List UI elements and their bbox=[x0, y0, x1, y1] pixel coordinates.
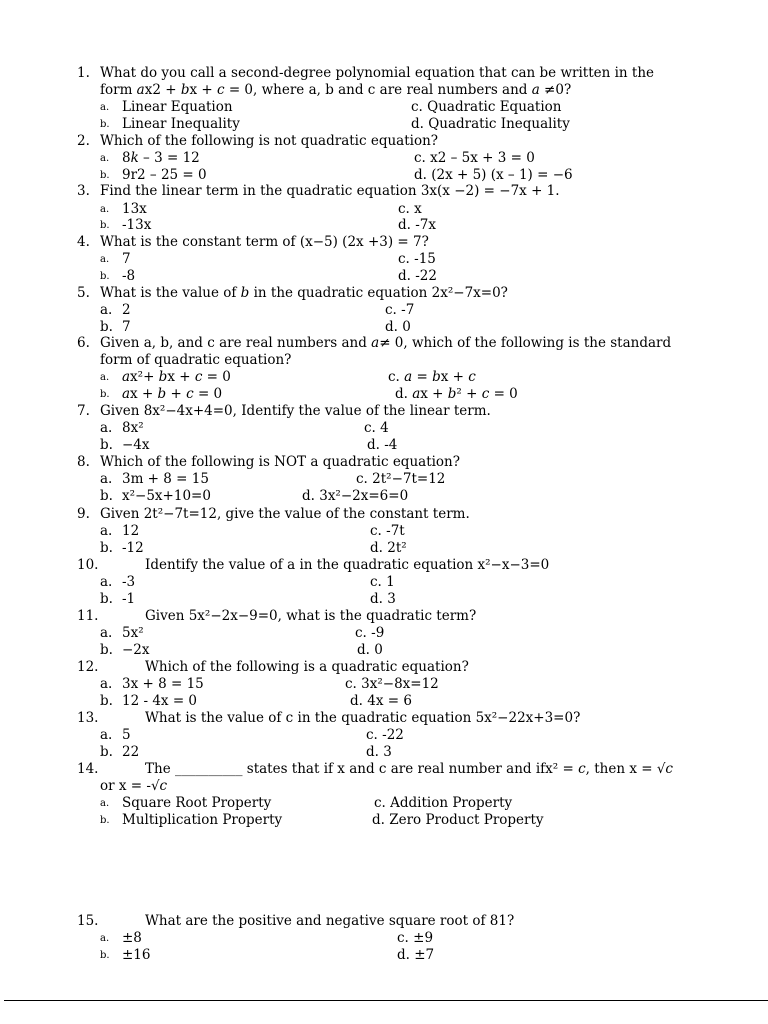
choice-text: c. 2t²−7t=12 bbox=[356, 471, 446, 487]
choice-row bbox=[0, 625, 768, 642]
choice-letter: a. bbox=[100, 798, 110, 809]
question-text: form 𝑎x2 + 𝑏x + 𝑐 = 0, where a, b and c are real numbers and 𝑎 ≠0? bbox=[100, 82, 572, 98]
choice-letter: b. bbox=[100, 170, 110, 181]
choice-row bbox=[0, 471, 768, 488]
choice-text: c. ±9 bbox=[397, 930, 434, 946]
choice-text: -1 bbox=[122, 591, 136, 607]
question-13 bbox=[0, 710, 768, 727]
question-text: Given a, b, and c are real numbers and 𝑎≠ 0, which of the following is the standard bbox=[100, 335, 672, 351]
choice-text: -13x bbox=[122, 217, 152, 233]
question-number: 9. bbox=[77, 506, 90, 522]
choice-row bbox=[0, 795, 768, 812]
choice-letter: b. bbox=[100, 693, 113, 709]
question-number: 2. bbox=[77, 133, 90, 149]
choice-text: d. (2x + 5) (x – 1) = −6 bbox=[414, 167, 573, 183]
choice-text: c. -9 bbox=[355, 625, 385, 641]
choice-letter: b. bbox=[100, 540, 113, 556]
choice-text: d. -7x bbox=[398, 217, 436, 233]
question-number: 12. bbox=[77, 659, 99, 675]
choice-letter: b. bbox=[100, 389, 110, 400]
question-text: Identify the value of a in the quadratic equation x²−x−3=0 bbox=[145, 557, 550, 573]
question-text: Which of the following is a quadratic equation? bbox=[145, 659, 469, 675]
question-text: or x = -√𝑐 bbox=[100, 778, 168, 794]
choice-text: c. x2 – 5x + 3 = 0 bbox=[414, 150, 535, 166]
choice-text: d. 𝑎x + 𝑏² + 𝑐 = 0 bbox=[395, 386, 518, 402]
question-text: Which of the following is NOT a quadratic equation? bbox=[100, 454, 460, 470]
choice-text: Multiplication Property bbox=[122, 812, 283, 828]
choice-text: 2 bbox=[122, 302, 131, 318]
question-number: 4. bbox=[77, 234, 90, 250]
choice-text: Square Root Property bbox=[122, 795, 272, 811]
choice-row bbox=[0, 217, 768, 234]
choice-text: 𝑎x + 𝑏 + 𝑐 = 0 bbox=[122, 386, 223, 402]
choice-text: -8 bbox=[122, 268, 136, 284]
choice-text: d. 0 bbox=[385, 319, 411, 335]
question-12 bbox=[0, 659, 768, 676]
choice-letter: b. bbox=[100, 950, 110, 961]
question-text-line bbox=[0, 352, 768, 369]
choice-row bbox=[0, 420, 768, 437]
choice-row bbox=[0, 302, 768, 319]
choice-text: c. 1 bbox=[370, 574, 395, 590]
choice-text: d. 3 bbox=[366, 744, 392, 760]
choice-letter: a. bbox=[100, 153, 110, 164]
choice-text: d. 0 bbox=[357, 642, 383, 658]
choice-row bbox=[0, 386, 768, 403]
question-number: 13. bbox=[77, 710, 99, 726]
question-number: 11. bbox=[77, 608, 99, 624]
choice-row bbox=[0, 437, 768, 454]
choice-text: 7 bbox=[122, 319, 131, 335]
choice-text: d. -22 bbox=[398, 268, 437, 284]
choice-text: x²−5x+10=0 bbox=[122, 488, 211, 504]
choice-row bbox=[0, 693, 768, 710]
choice-letter: b. bbox=[100, 744, 113, 760]
choice-text: 3x + 8 = 15 bbox=[122, 676, 204, 692]
choice-row bbox=[0, 201, 768, 218]
question-15 bbox=[0, 913, 768, 930]
choice-text: d. 3x²−2x=6=0 bbox=[302, 488, 409, 504]
choice-row bbox=[0, 116, 768, 133]
choice-text: ±8 bbox=[122, 930, 142, 946]
choice-letter: b. bbox=[100, 591, 113, 607]
choice-letter: a. bbox=[100, 574, 113, 590]
choice-row bbox=[0, 744, 768, 761]
choice-text: d. Quadratic Inequality bbox=[411, 116, 570, 132]
question-number: 8. bbox=[77, 454, 90, 470]
question-text: What do you call a second-degree polynomial equation that can be written in the bbox=[100, 65, 655, 81]
choice-text: c. 𝑎 = 𝑏x + 𝑐 bbox=[388, 369, 476, 385]
choice-text: −2x bbox=[122, 642, 150, 658]
choice-text: -12 bbox=[122, 540, 144, 556]
question-text: What is the constant term of (x−5) (2x +3) = 7? bbox=[100, 234, 429, 250]
choice-text: 7 bbox=[122, 251, 131, 267]
choice-text: 22 bbox=[122, 744, 140, 760]
question-text: Given 5x²−2x−9=0, what is the quadratic term? bbox=[145, 608, 477, 624]
choice-text: −4x bbox=[122, 437, 150, 453]
choice-row bbox=[0, 167, 768, 184]
choice-text: d. 4x = 6 bbox=[350, 693, 412, 709]
choice-text: 𝑎x²+ 𝑏x + 𝑐 = 0 bbox=[122, 369, 231, 385]
choice-text: 3m + 8 = 15 bbox=[122, 471, 209, 487]
choice-text: c. -7t bbox=[370, 523, 405, 539]
page-bottom-rule bbox=[4, 1000, 768, 1001]
choice-text: d. -4 bbox=[367, 437, 398, 453]
choice-row bbox=[0, 930, 768, 947]
question-7 bbox=[0, 403, 768, 420]
choice-row bbox=[0, 676, 768, 693]
question-number: 6. bbox=[77, 335, 90, 351]
question-10 bbox=[0, 557, 768, 574]
choice-text: d. 2t² bbox=[370, 540, 407, 556]
choice-letter: a. bbox=[100, 727, 113, 743]
choice-letter: a. bbox=[100, 254, 110, 265]
question-3 bbox=[0, 183, 768, 200]
question-text-line bbox=[0, 778, 768, 795]
choice-row bbox=[0, 812, 768, 829]
choice-row bbox=[0, 591, 768, 608]
question-text: What is the value of 𝑏 in the quadratic equation 2x²−7x=0? bbox=[100, 285, 508, 301]
choice-row bbox=[0, 727, 768, 744]
choice-text: 9r2 – 25 = 0 bbox=[122, 167, 207, 183]
choice-letter: a. bbox=[100, 933, 110, 944]
choice-letter: a. bbox=[100, 471, 113, 487]
choice-row bbox=[0, 488, 768, 505]
choice-text: c. -15 bbox=[398, 251, 436, 267]
choice-letter: a. bbox=[100, 102, 110, 113]
question-text: Which of the following is not quadratic equation? bbox=[100, 133, 439, 149]
choice-row bbox=[0, 574, 768, 591]
question-text: Given 8x²−4x+4=0, Identify the value of the linear term. bbox=[100, 403, 491, 419]
choice-row bbox=[0, 268, 768, 285]
choice-text: c. 3x²−8x=12 bbox=[345, 676, 439, 692]
question-number: 14. bbox=[77, 761, 99, 777]
choice-text: d. 3 bbox=[370, 591, 396, 607]
choice-text: 8x² bbox=[122, 420, 144, 436]
question-number: 3. bbox=[77, 183, 90, 199]
question-5 bbox=[0, 285, 768, 302]
question-8 bbox=[0, 454, 768, 471]
question-9 bbox=[0, 506, 768, 523]
choice-text: ±16 bbox=[122, 947, 151, 963]
question-number: 10. bbox=[77, 557, 99, 573]
choice-letter: b. bbox=[100, 271, 110, 282]
question-text: form of quadratic equation? bbox=[100, 352, 292, 368]
choice-letter: b. bbox=[100, 642, 113, 658]
choice-text: 5 bbox=[122, 727, 131, 743]
choice-letter: a. bbox=[100, 420, 113, 436]
choice-letter: a. bbox=[100, 523, 113, 539]
question-text: The __________ states that if x and c are real number and ifx² = 𝑐, then x = √𝑐 bbox=[145, 761, 673, 777]
question-1 bbox=[0, 65, 768, 82]
choice-text: c. 4 bbox=[364, 420, 389, 436]
choice-text: c. x bbox=[398, 201, 422, 217]
choice-row bbox=[0, 150, 768, 167]
choice-text: c. -22 bbox=[366, 727, 404, 743]
question-text: Find the linear term in the quadratic equation 3x(x −2) = −7x + 1. bbox=[100, 183, 560, 199]
choice-row bbox=[0, 523, 768, 540]
question-number: 1. bbox=[77, 65, 90, 81]
question-2 bbox=[0, 133, 768, 150]
choice-text: 8𝑘 – 3 = 12 bbox=[122, 150, 200, 166]
choice-text: d. ±7 bbox=[397, 947, 435, 963]
choice-letter: b. bbox=[100, 220, 110, 231]
question-text: Given 2t²−7t=12, give the value of the constant term. bbox=[100, 506, 470, 522]
question-text-line bbox=[0, 82, 768, 99]
choice-letter: a. bbox=[100, 302, 113, 318]
choice-text: Linear Inequality bbox=[122, 116, 240, 132]
question-11 bbox=[0, 608, 768, 625]
question-4 bbox=[0, 234, 768, 251]
choice-row bbox=[0, 251, 768, 268]
question-text: What are the positive and negative square root of 81? bbox=[145, 913, 515, 929]
choice-row bbox=[0, 99, 768, 116]
question-6 bbox=[0, 335, 768, 352]
choice-text: 12 - 4x = 0 bbox=[122, 693, 198, 709]
question-number: 5. bbox=[77, 285, 90, 301]
choice-text: -3 bbox=[122, 574, 136, 590]
choice-letter: a. bbox=[100, 204, 110, 215]
choice-text: c. -7 bbox=[385, 302, 415, 318]
choice-text: 12 bbox=[122, 523, 140, 539]
choice-letter: b. bbox=[100, 488, 113, 504]
choice-text: c. Addition Property bbox=[374, 795, 513, 811]
question-14 bbox=[0, 761, 768, 778]
choice-row bbox=[0, 947, 768, 964]
choice-row bbox=[0, 369, 768, 386]
choice-row bbox=[0, 642, 768, 659]
choice-letter: b. bbox=[100, 437, 113, 453]
choice-letter: b. bbox=[100, 815, 110, 826]
choice-text: c. Quadratic Equation bbox=[411, 99, 562, 115]
question-number: 7. bbox=[77, 403, 90, 419]
choice-text: d. Zero Product Property bbox=[372, 812, 544, 828]
choice-letter: b. bbox=[100, 319, 113, 335]
choice-text: Linear Equation bbox=[122, 99, 233, 115]
choice-text: 5x² bbox=[122, 625, 144, 641]
choice-letter: b. bbox=[100, 119, 110, 130]
choice-row bbox=[0, 540, 768, 557]
choice-row bbox=[0, 319, 768, 336]
question-text: What is the value of c in the quadratic equation 5x²−22x+3=0? bbox=[145, 710, 581, 726]
question-number: 15. bbox=[77, 913, 99, 929]
choice-letter: a. bbox=[100, 625, 113, 641]
choice-letter: a. bbox=[100, 676, 113, 692]
choice-letter: a. bbox=[100, 372, 110, 383]
choice-text: 13x bbox=[122, 201, 147, 217]
